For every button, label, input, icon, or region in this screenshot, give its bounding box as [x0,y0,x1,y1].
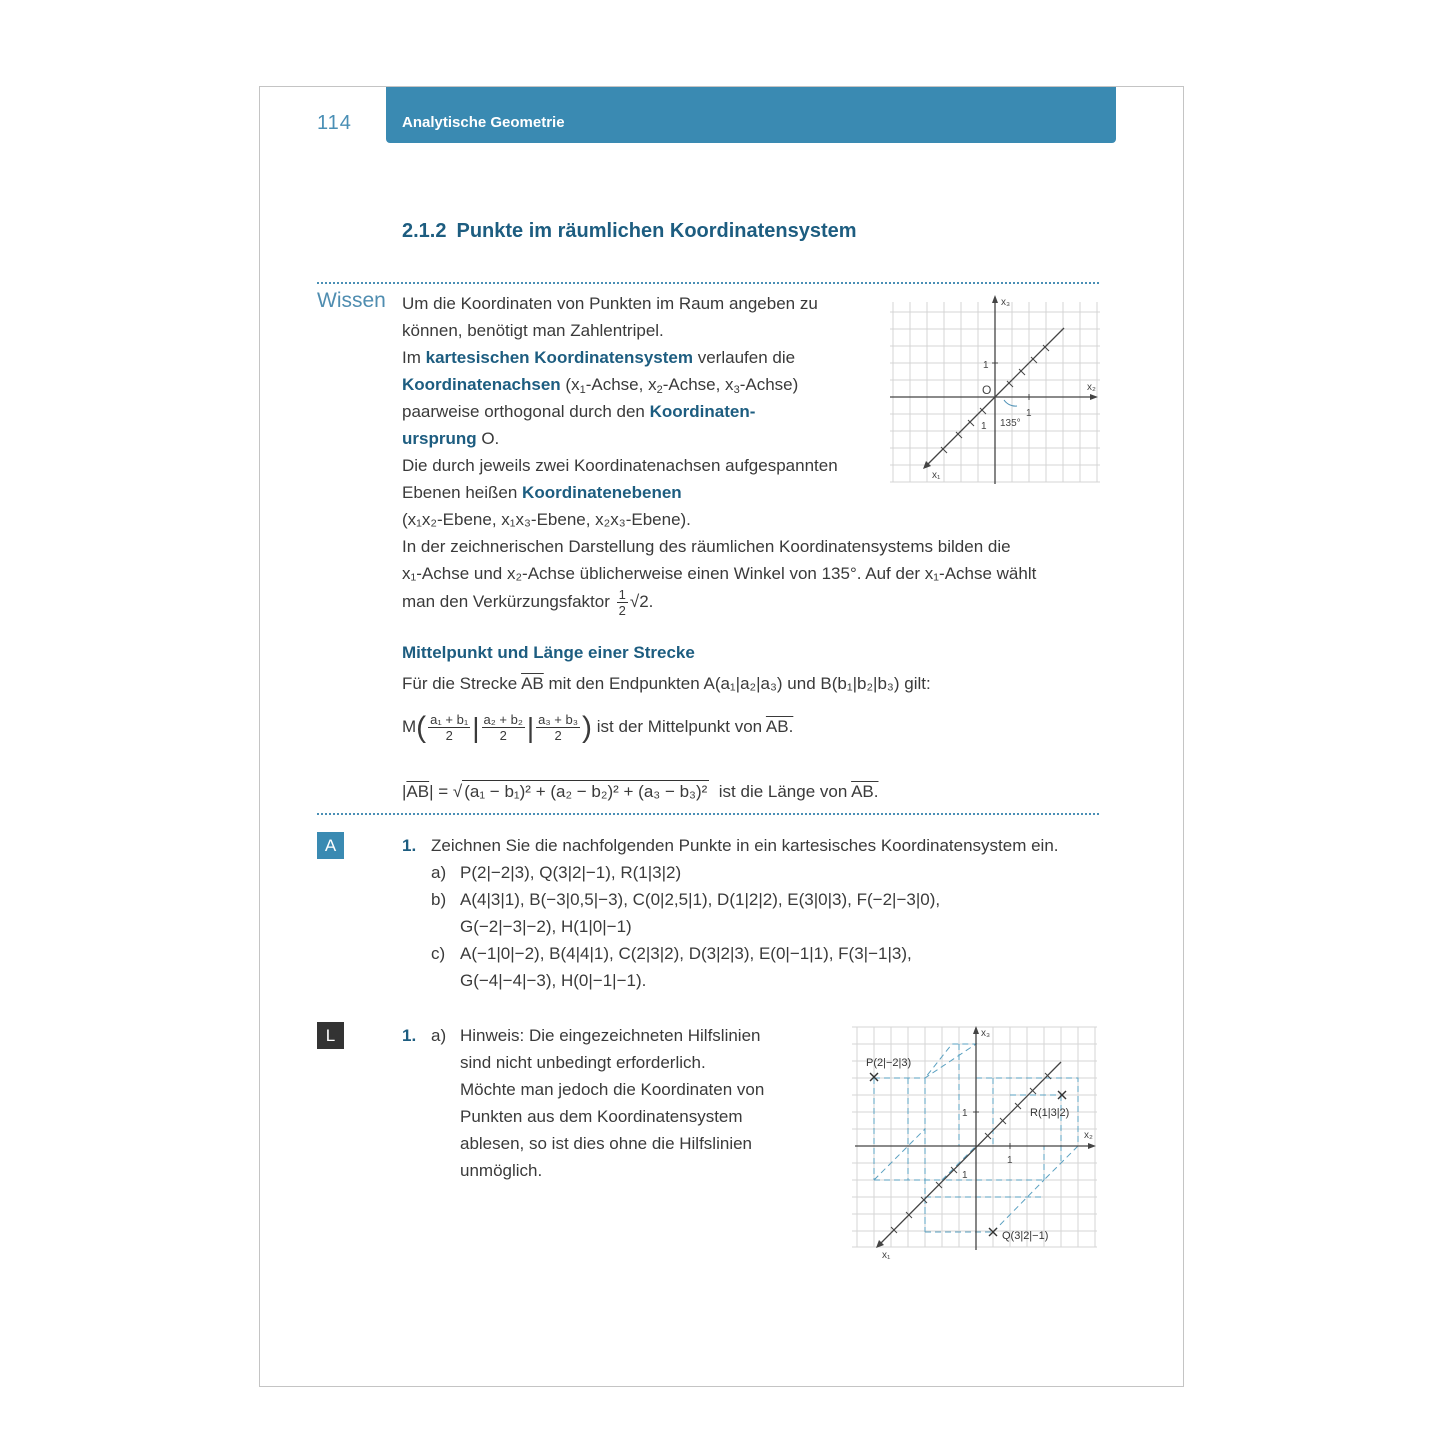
x1-unit-label: 1 [962,1170,968,1181]
solution-number: 1. [402,1026,417,1045]
x3-label: x₃ [1001,297,1011,308]
x3-unit-label: 1 [983,360,989,371]
divider-top [317,282,1099,284]
exercise-a: P(2|−2|3), Q(3|2|−1), R(1|3|2) [460,863,682,882]
text-line: man den Verkürzungsfaktor $\frac{1}{2}$ √2. [402,587,654,618]
x1-unit-label: 1 [981,421,987,432]
x2-label: x₂ [1087,382,1096,393]
text-line: sind nicht unbedingt erforderlich. [460,1053,706,1072]
x2-label: x₂ [1084,1130,1093,1141]
text-line: Hinweis: Die eingezeichneten Hilfslinien [460,1026,761,1045]
x2-unit-label: 1 [1007,1155,1013,1166]
text-line: ablesen, so ist dies ohne die Hilfslinien [460,1134,753,1153]
chapter-title: Analytische Geometrie [402,114,565,131]
helper-lines [874,1044,1095,1232]
exercise-a-label: a) [431,863,447,882]
point-p-label: P(2|−2|3) [866,1057,912,1069]
coordinate-system-figure [890,292,1102,486]
wissen-label: Wissen [317,289,386,312]
text-line: paarweise orthogonal durch den Koordinaten- [402,402,756,421]
x1-label: x₁ [882,1250,891,1261]
section-title [402,220,857,243]
section-title-text: Punkte im räumlichen Koordinatensystem [456,220,857,242]
text-line: x₁-Achse und x₂-Achse üblicherweise einen Winkel von 135°. Auf der x₁-Achse wählt [402,564,1037,583]
exercise-b-line2: G(−2|−3|−2), H(1|0|−1) [460,917,632,936]
section-number: 2.1.2 [402,220,447,242]
text-line: ursprung O. [402,429,500,448]
midpoint-intro: Für die Strecke $\overline{AB}$ mit den Endpunkten A(a₁|a₂|a₃) und B(b₁|b₂|b₃) gilt: [402,674,931,693]
x2-unit-label: 1 [1026,408,1032,419]
exercise-b-line1: A(4|3|1), B(−3|0,5|−3), C(0|2,5|1), D(1|2|2), E(3|0|3), F(−2|−3|0), [460,890,941,909]
x3-unit-label: 1 [962,1108,968,1119]
exercise-c-line1: A(−1|0|−2), B(4|4|1), C(2|3|2), D(3|2|3), E(0|−1|1), F(3|−1|3), [460,944,912,963]
exercise-number: 1. [402,836,417,855]
point-q-label: Q(3|2|−1) [1002,1230,1049,1242]
angle-label: 135° [1000,418,1021,429]
solution-badge: L [317,1022,344,1049]
exercise-text: Zeichnen Sie die nachfolgenden Punkte in ein kartesisches Koordinatensystem ein. [431,836,1059,855]
length-formula: $|\overline{AB}|$ = √ (a₁ − b₁)² + (a₂ − b₂)² + (a₃ − b₃)² ist die Länge von AB. [402,782,879,801]
text-line: Koordinatenachsen ($x_1$-Achse, $x_2$-Achse, $x_3-Achse$) [402,375,799,396]
origin-label: O [982,383,992,397]
x1-label: x₁ [932,470,941,481]
x3-label: x₃ [981,1028,991,1039]
chapter-banner [386,87,1116,143]
text-line: (x₁x₂-Ebene, x₁x₃-Ebene, x₂x₃-Ebene). [402,510,691,529]
midpoint-heading: Mittelpunkt und Länge einer Strecke [402,643,695,662]
text-line: Ebenen heißen Koordinatenebenen [402,483,682,502]
text-line: In der zeichnerischen Darstellung des räumlichen Koordinatensystems bilden die [402,537,1011,556]
divider-bottom [317,813,1099,815]
page-number: 114 [317,112,352,134]
solution-figure [852,1022,1100,1264]
x1-axis [880,1062,1061,1244]
text-line: Um die Koordinaten von Punkten im Raum angeben zu [402,294,818,313]
exercise-c-label: c) [431,944,446,963]
text-line: können, benötigt man Zahlentripel. [402,321,664,340]
midpoint-formula: M( $\frac{\text{a₁ + b₁}}{2}$ | $\frac{\text{a₂ + b₂}}{2}$ | $\frac{\text{a₃ + b₃}}{2}$ ) ist der Mittelpunkt von AB. [402,711,794,744]
solution-text [460,1022,764,1184]
text-line: Möchte man jedoch die Koordinaten von [460,1080,765,1099]
exercise-b-label: b) [431,890,447,909]
text-line: Die durch jeweils zwei Koordinatenachsen aufgespannten [402,456,838,475]
solution-a-label: a) [431,1026,447,1045]
text-line: Im kartesischen Koordinatensystem verlaufen die [402,348,796,367]
exercise-badge: A [317,832,344,859]
text-line: Punkten aus dem Koordinatensystem [460,1107,743,1126]
exercise-c-line2: G(−4|−4|−3), H(0|−1|−1). [460,971,647,990]
point-r-label: R(1|3|2) [1030,1107,1070,1119]
text-line: unmöglich. [460,1161,543,1180]
